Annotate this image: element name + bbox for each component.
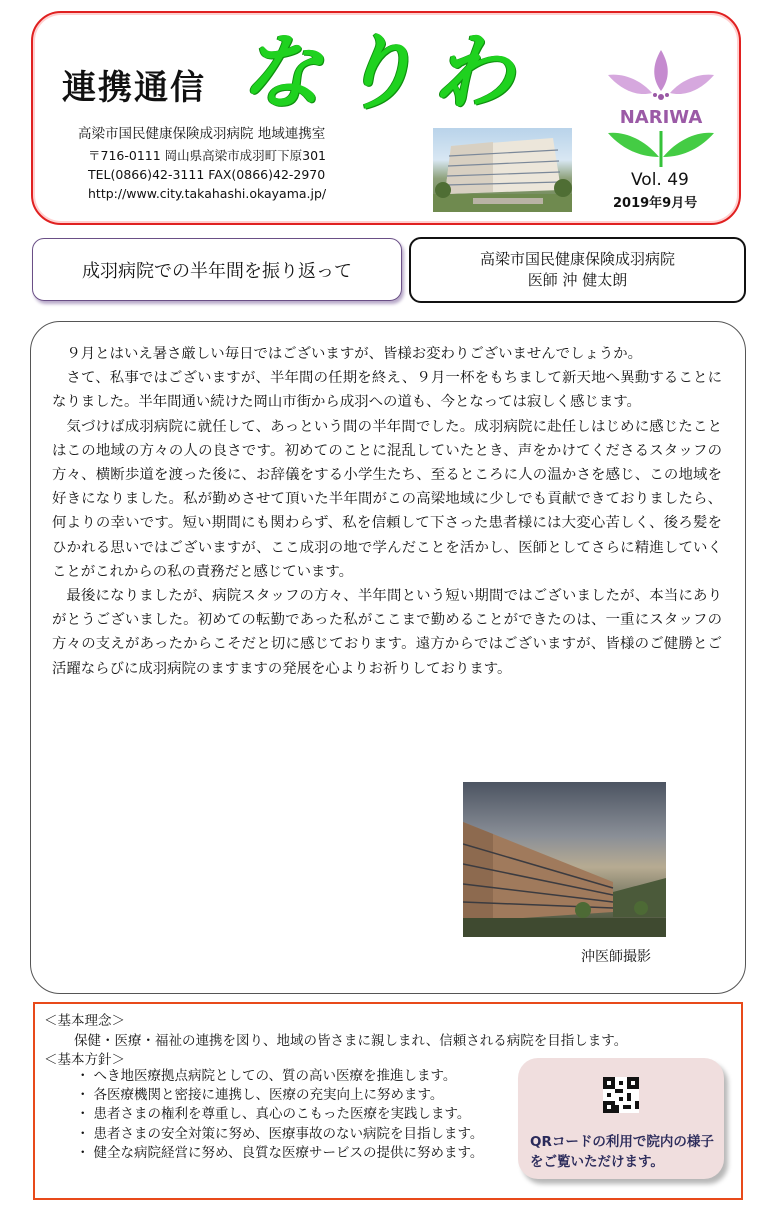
issue-date: 2019年9月号 (613, 196, 698, 211)
author-box (409, 237, 746, 303)
list-item: ・ 各医療機関と密接に連携し、医療の充実向上に努めます。 (76, 1086, 483, 1105)
article-title: 成羽病院での半年間を振り返って (32, 238, 402, 301)
article-body (52, 342, 722, 681)
flower-icon (608, 50, 714, 100)
photo-caption: 沖医師撮影 (581, 949, 651, 965)
nariwa-title-art: なりわ (240, 25, 528, 121)
philosophy-heading: ＜基本理念＞ (44, 1013, 125, 1029)
author-organization: 高梁市国民健康保険成羽病院 (479, 250, 675, 268)
policy-list (76, 1067, 483, 1163)
author-name: 医師 沖 健太朗 (527, 271, 628, 289)
qr-description: QRコードの利用で院内の様子をご覧いただけます。 (530, 1134, 714, 1170)
nariwa-logo (600, 45, 730, 170)
list-item: ・ 患者さまの権利を尊重し、真心のこもった医療を実践します。 (76, 1105, 483, 1124)
hospital-photo (433, 128, 572, 212)
hospital-url[interactable]: http://www.city.takahashi.okayama.jp/ (88, 186, 327, 201)
philosophy-text: 保健・医療・福祉の連携を図り、地域の皆さまに親しまれ、信頼される病院を目指します。 (74, 1033, 628, 1049)
list-item: ・ 健全な病院経営に努め、良質な医療サービスの提供に努めます。 (76, 1144, 483, 1163)
paragraph: 最後になりましたが、病院スタッフの方々、半年間という短い期間ではございましたが、本当にありがとうございました。初めての転勤であった私がここまで勤めることができたのは、一重にスタッフの方々の支えがあったからこそだと切に感じております。遠方からではございますが、皆様のご健勝とご活躍ならびに成羽病院のますますの発展を心よりお祈りしております。 (52, 588, 722, 677)
policy-heading: ＜基本方針＞ (44, 1052, 125, 1068)
volume-number: Vol. 49 (631, 170, 689, 190)
paragraph: ９月とはいえ暑さ厳しい毎日ではございますが、皆様お変わりございませんでしょうか。 (66, 346, 643, 362)
list-item: ・ 患者さまの安全対策に努め、医療事故のない病院を目指します。 (76, 1125, 483, 1144)
hospital-tel-fax: TEL(0866)42-3111 FAX(0866)42-2970 (88, 167, 326, 182)
paragraph: さて、私事ではございますが、半年間の任期を終え、９月一杯をもちまして新天地へ異動することになりました。半年間通い続けた岡山市街から成羽への道も、今となっては寂しく感じます。 (52, 370, 722, 411)
hospital-address: 〒716-0111 岡山県高梁市成羽町下原301 (88, 148, 327, 163)
qr-code-icon[interactable] (603, 1077, 639, 1113)
list-item: ・ へき地医療拠点病院としての、質の高い医療を推進します。 (76, 1067, 483, 1086)
masthead-title: 連携通信 (62, 68, 206, 108)
hospital-department: 高梁市国民健康保険成羽病院 地域連携室 (78, 126, 326, 142)
leaf-icon (608, 131, 714, 167)
hospital-evening-photo (463, 782, 666, 937)
paragraph: 気づけば成羽病院に就任して、あっという間の半年間でした。成羽病院に赴任しはじめに感じたことはこの地域の方々の人の良さです。初めてのことに混乱していたとき、声をかけてくださるスタッフの方々、横断歩道を渡った後に、お辞儀をする小学生たち、至るところに人の温かさを感じ、この地域を好きになりました。私が勤めさせて頂いた半年間がこの高梁地域に少しでも貢献できておりましたら、何よりの幸いです。短い期間にも関わらず、私を信頼して下さった患者様には大変心苦しく、後ろ髪をひかれる思いではございますが、ここ成羽の地で学んだことを活かし、医師としてさらに精進していくことがこれからの私の責務だと感じています。 (52, 418, 722, 580)
logo-wordmark: NARIWA (619, 107, 703, 128)
